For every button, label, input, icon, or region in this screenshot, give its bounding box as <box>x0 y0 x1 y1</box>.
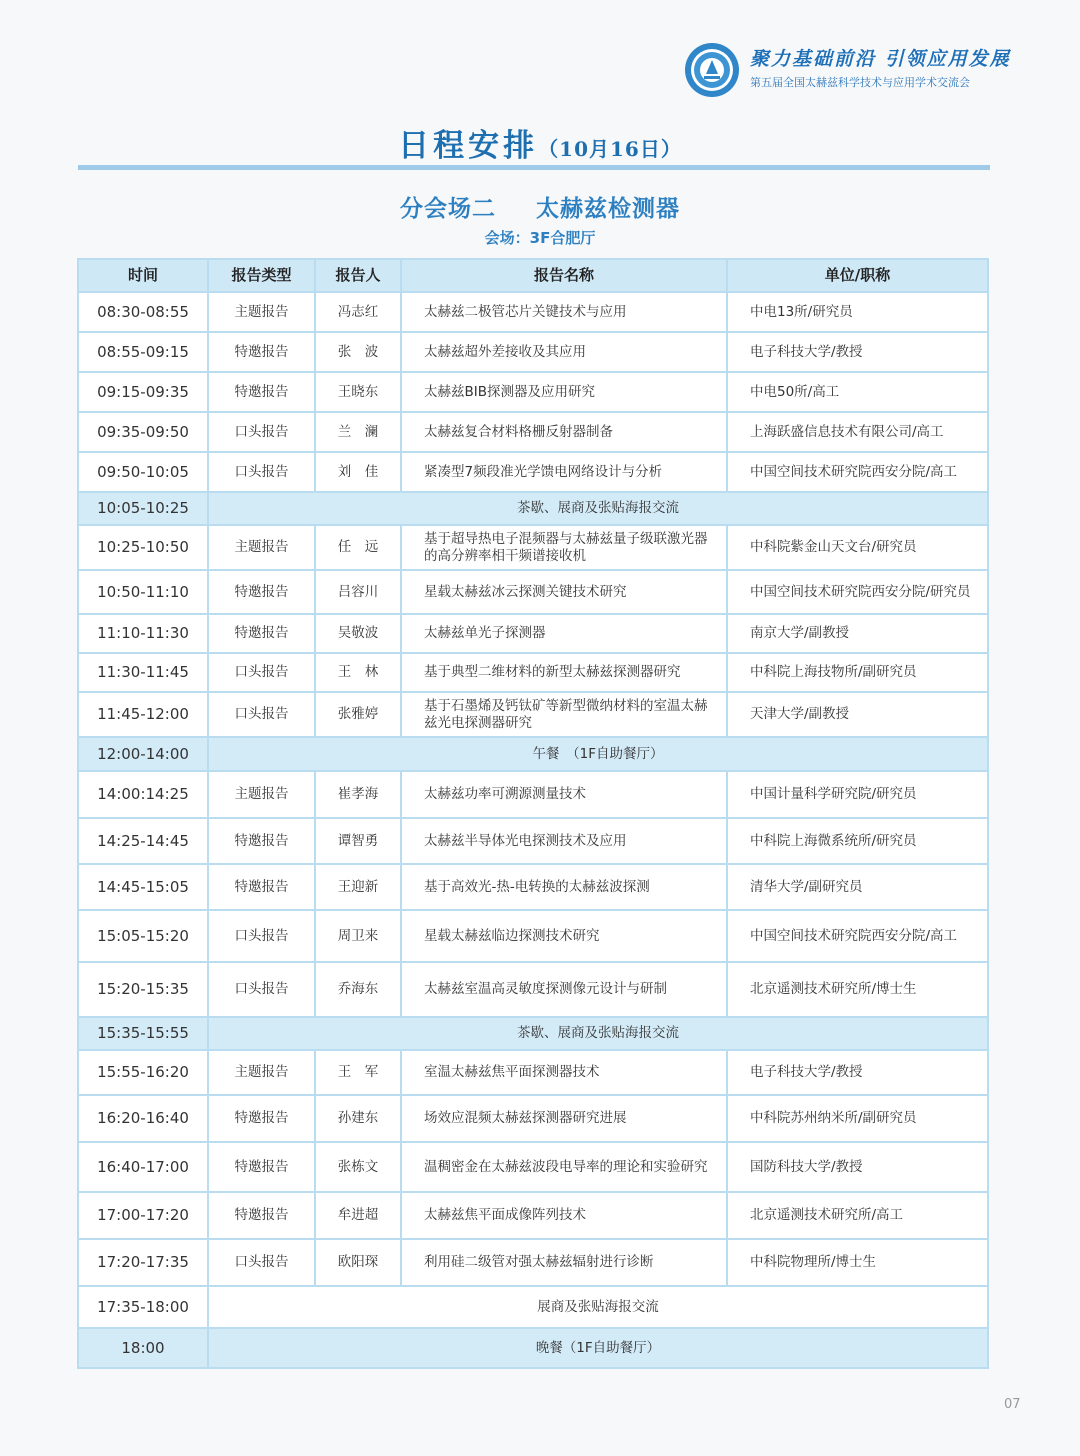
table-header-row <box>78 259 988 292</box>
report-type-cell: 口头报告 <box>208 452 315 492</box>
report-type-cell: 特邀报告 <box>208 332 315 372</box>
report-type-cell: 特邀报告 <box>208 372 315 412</box>
time-cell: 10:05-10:25 <box>78 492 208 525</box>
table-row <box>78 771 988 818</box>
report-type-cell: 口头报告 <box>208 910 315 962</box>
table-row <box>78 1050 988 1095</box>
report-type-cell: 主题报告 <box>208 1050 315 1095</box>
speaker-cell: 谭智勇 <box>315 818 401 864</box>
talk-title-cell: 太赫兹室温高灵敏度探测像元设计与研制 <box>401 962 727 1017</box>
report-type-cell: 特邀报告 <box>208 1095 315 1142</box>
speaker-cell: 任 远 <box>315 525 401 570</box>
break-row <box>78 1328 988 1368</box>
page-title <box>0 120 1080 165</box>
conference-name: 第五届全国太赫兹科学技术与应用学术交流会 <box>750 76 970 89</box>
table-row <box>78 570 988 614</box>
break-row <box>78 1017 988 1050</box>
page-title-date: （10月16日） <box>538 137 682 161</box>
conference-slogan: 聚力基础前沿 引领应用发展 <box>750 48 1011 70</box>
speaker-cell: 刘 佳 <box>315 452 401 492</box>
table-row <box>78 332 988 372</box>
table-row <box>78 962 988 1017</box>
activity-cell: 午餐 （1F自助餐厅） <box>208 737 988 771</box>
time-cell: 12:00-14:00 <box>78 737 208 771</box>
activity-cell: 晚餐（1F自助餐厅） <box>208 1328 988 1368</box>
table-row <box>78 653 988 692</box>
time-cell: 15:35-15:55 <box>78 1017 208 1050</box>
talk-title-cell: 太赫兹半导体光电探测技术及应用 <box>401 818 727 864</box>
speaker-cell: 孙建东 <box>315 1095 401 1142</box>
table-row <box>78 864 988 910</box>
report-type-cell: 主题报告 <box>208 525 315 570</box>
report-type-cell: 主题报告 <box>208 771 315 818</box>
speaker-cell: 吕容川 <box>315 570 401 614</box>
time-cell: 08:55-09:15 <box>78 332 208 372</box>
time-cell: 09:15-09:35 <box>78 372 208 412</box>
column-header-speaker: 报告人 <box>315 259 401 292</box>
activity-cell: 茶歇、展商及张贴海报交流 <box>208 1017 988 1050</box>
table-row <box>78 692 988 737</box>
speaker-cell: 王迎新 <box>315 864 401 910</box>
affiliation-cell: 中科院上海微系统所/研究员 <box>727 818 988 864</box>
talk-title-cell: 太赫兹BIB探测器及应用研究 <box>401 372 727 412</box>
conference-logo-icon <box>684 42 740 98</box>
time-cell: 11:10-11:30 <box>78 614 208 653</box>
time-cell: 17:00-17:20 <box>78 1192 208 1239</box>
table-row <box>78 910 988 962</box>
report-type-cell: 口头报告 <box>208 412 315 452</box>
report-type-cell: 特邀报告 <box>208 1192 315 1239</box>
time-cell: 14:45-15:05 <box>78 864 208 910</box>
schedule-table <box>77 258 989 1369</box>
talk-title-cell: 基于石墨烯及钙钛矿等新型微纳材料的室温太赫兹光电探测器研究 <box>401 692 727 737</box>
schedule-body <box>78 292 988 1368</box>
report-type-cell: 口头报告 <box>208 692 315 737</box>
talk-title-cell: 太赫兹单光子探测器 <box>401 614 727 653</box>
talk-title-cell: 太赫兹焦平面成像阵列技术 <box>401 1192 727 1239</box>
title-divider <box>78 165 990 170</box>
report-type-cell: 特邀报告 <box>208 570 315 614</box>
speaker-cell: 张 波 <box>315 332 401 372</box>
conference-branding <box>684 42 1011 100</box>
talk-title-cell: 室温太赫兹焦平面探测器技术 <box>401 1050 727 1095</box>
report-type-cell: 特邀报告 <box>208 614 315 653</box>
speaker-cell: 王晓东 <box>315 372 401 412</box>
time-cell: 08:30-08:55 <box>78 292 208 332</box>
report-type-cell: 口头报告 <box>208 653 315 692</box>
session-topic: 太赫兹检测器 <box>536 196 680 222</box>
affiliation-cell: 电子科技大学/教授 <box>727 1050 988 1095</box>
affiliation-cell: 中国空间技术研究院西安分院/研究员 <box>727 570 988 614</box>
time-cell: 15:05-15:20 <box>78 910 208 962</box>
time-cell: 14:25-14:45 <box>78 818 208 864</box>
speaker-cell: 崔孝海 <box>315 771 401 818</box>
affiliation-cell: 北京遥测技术研究所/博士生 <box>727 962 988 1017</box>
table-row <box>78 525 988 570</box>
column-header-time: 时间 <box>78 259 208 292</box>
talk-title-cell: 太赫兹复合材料格栅反射器制备 <box>401 412 727 452</box>
session-title <box>0 190 1080 223</box>
affiliation-cell: 中国空间技术研究院西安分院/高工 <box>727 910 988 962</box>
table-row <box>78 614 988 653</box>
speaker-cell: 兰 澜 <box>315 412 401 452</box>
affiliation-cell: 中科院紫金山天文台/研究员 <box>727 525 988 570</box>
talk-title-cell: 紧凑型7频段准光学馈电网络设计与分析 <box>401 452 727 492</box>
affiliation-cell: 中电13所/研究员 <box>727 292 988 332</box>
affiliation-cell: 中电50所/高工 <box>727 372 988 412</box>
break-row <box>78 492 988 525</box>
talk-title-cell: 温稠密金在太赫兹波段电导率的理论和实验研究 <box>401 1142 727 1192</box>
time-cell: 17:20-17:35 <box>78 1239 208 1286</box>
speaker-cell: 王 军 <box>315 1050 401 1095</box>
report-type-cell: 特邀报告 <box>208 818 315 864</box>
time-cell: 11:30-11:45 <box>78 653 208 692</box>
time-cell: 14:00:14:25 <box>78 771 208 818</box>
activity-cell: 茶歇、展商及张贴海报交流 <box>208 492 988 525</box>
affiliation-cell: 上海跃盛信息技术有限公司/高工 <box>727 412 988 452</box>
page-number: 07 <box>1004 1397 1021 1412</box>
break-row <box>78 737 988 771</box>
time-cell: 18:00 <box>78 1328 208 1368</box>
time-cell: 15:55-16:20 <box>78 1050 208 1095</box>
report-type-cell: 特邀报告 <box>208 864 315 910</box>
speaker-cell: 张栋文 <box>315 1142 401 1192</box>
activity-cell: 展商及张贴海报交流 <box>208 1286 988 1328</box>
affiliation-cell: 中国计量科学研究院/研究员 <box>727 771 988 818</box>
table-row <box>78 372 988 412</box>
affiliation-cell: 中科院物理所/博士生 <box>727 1239 988 1286</box>
session-name: 分会场二 <box>400 196 496 222</box>
session-venue: 会场：3F合肥厅 <box>484 229 596 247</box>
activity-row <box>78 1286 988 1328</box>
affiliation-cell: 南京大学/副教授 <box>727 614 988 653</box>
speaker-cell: 牟进超 <box>315 1192 401 1239</box>
talk-title-cell: 太赫兹功率可溯源测量技术 <box>401 771 727 818</box>
speaker-cell: 吴敬波 <box>315 614 401 653</box>
table-row <box>78 452 988 492</box>
time-cell: 17:35-18:00 <box>78 1286 208 1328</box>
time-cell: 10:25-10:50 <box>78 525 208 570</box>
time-cell: 11:45-12:00 <box>78 692 208 737</box>
report-type-cell: 特邀报告 <box>208 1142 315 1192</box>
talk-title-cell: 太赫兹超外差接收及其应用 <box>401 332 727 372</box>
affiliation-cell: 国防科技大学/教授 <box>727 1142 988 1192</box>
affiliation-cell: 中科院苏州纳米所/副研究员 <box>727 1095 988 1142</box>
time-cell: 16:40-17:00 <box>78 1142 208 1192</box>
talk-title-cell: 利用硅二级管对强太赫兹辐射进行诊断 <box>401 1239 727 1286</box>
table-row <box>78 1239 988 1286</box>
column-header-affiliation: 单位/职称 <box>727 259 988 292</box>
table-row <box>78 1095 988 1142</box>
talk-title-cell: 星载太赫兹冰云探测关键技术研究 <box>401 570 727 614</box>
column-header-type: 报告类型 <box>208 259 315 292</box>
affiliation-cell: 北京遥测技术研究所/高工 <box>727 1192 988 1239</box>
affiliation-cell: 中科院上海技物所/副研究员 <box>727 653 988 692</box>
speaker-cell: 周卫来 <box>315 910 401 962</box>
table-row <box>78 1142 988 1192</box>
affiliation-cell: 清华大学/副研究员 <box>727 864 988 910</box>
talk-title-cell: 基于典型二维材料的新型太赫兹探测器研究 <box>401 653 727 692</box>
time-cell: 10:50-11:10 <box>78 570 208 614</box>
speaker-cell: 张雅婷 <box>315 692 401 737</box>
report-type-cell: 口头报告 <box>208 1239 315 1286</box>
time-cell: 15:20-15:35 <box>78 962 208 1017</box>
talk-title-cell: 太赫兹二极管芯片关键技术与应用 <box>401 292 727 332</box>
affiliation-cell: 天津大学/副教授 <box>727 692 988 737</box>
speaker-cell: 乔海东 <box>315 962 401 1017</box>
time-cell: 09:35-09:50 <box>78 412 208 452</box>
table-row <box>78 1192 988 1239</box>
talk-title-cell: 星载太赫兹临边探测技术研究 <box>401 910 727 962</box>
page-title-main: 日程安排 <box>398 128 539 164</box>
talk-title-cell: 基于高效光-热-电转换的太赫兹波探测 <box>401 864 727 910</box>
column-header-title: 报告名称 <box>401 259 727 292</box>
talk-title-cell: 基于超导热电子混频器与太赫兹量子级联激光器的高分辨率相干频谱接收机 <box>401 525 727 570</box>
time-cell: 16:20-16:40 <box>78 1095 208 1142</box>
affiliation-cell: 电子科技大学/教授 <box>727 332 988 372</box>
talk-title-cell: 场效应混频太赫兹探测器研究进展 <box>401 1095 727 1142</box>
table-row <box>78 818 988 864</box>
speaker-cell: 王 林 <box>315 653 401 692</box>
speaker-cell: 冯志红 <box>315 292 401 332</box>
affiliation-cell: 中国空间技术研究院西安分院/高工 <box>727 452 988 492</box>
table-row <box>78 292 988 332</box>
report-type-cell: 主题报告 <box>208 292 315 332</box>
speaker-cell: 欧阳琛 <box>315 1239 401 1286</box>
report-type-cell: 口头报告 <box>208 962 315 1017</box>
table-row <box>78 412 988 452</box>
time-cell: 09:50-10:05 <box>78 452 208 492</box>
